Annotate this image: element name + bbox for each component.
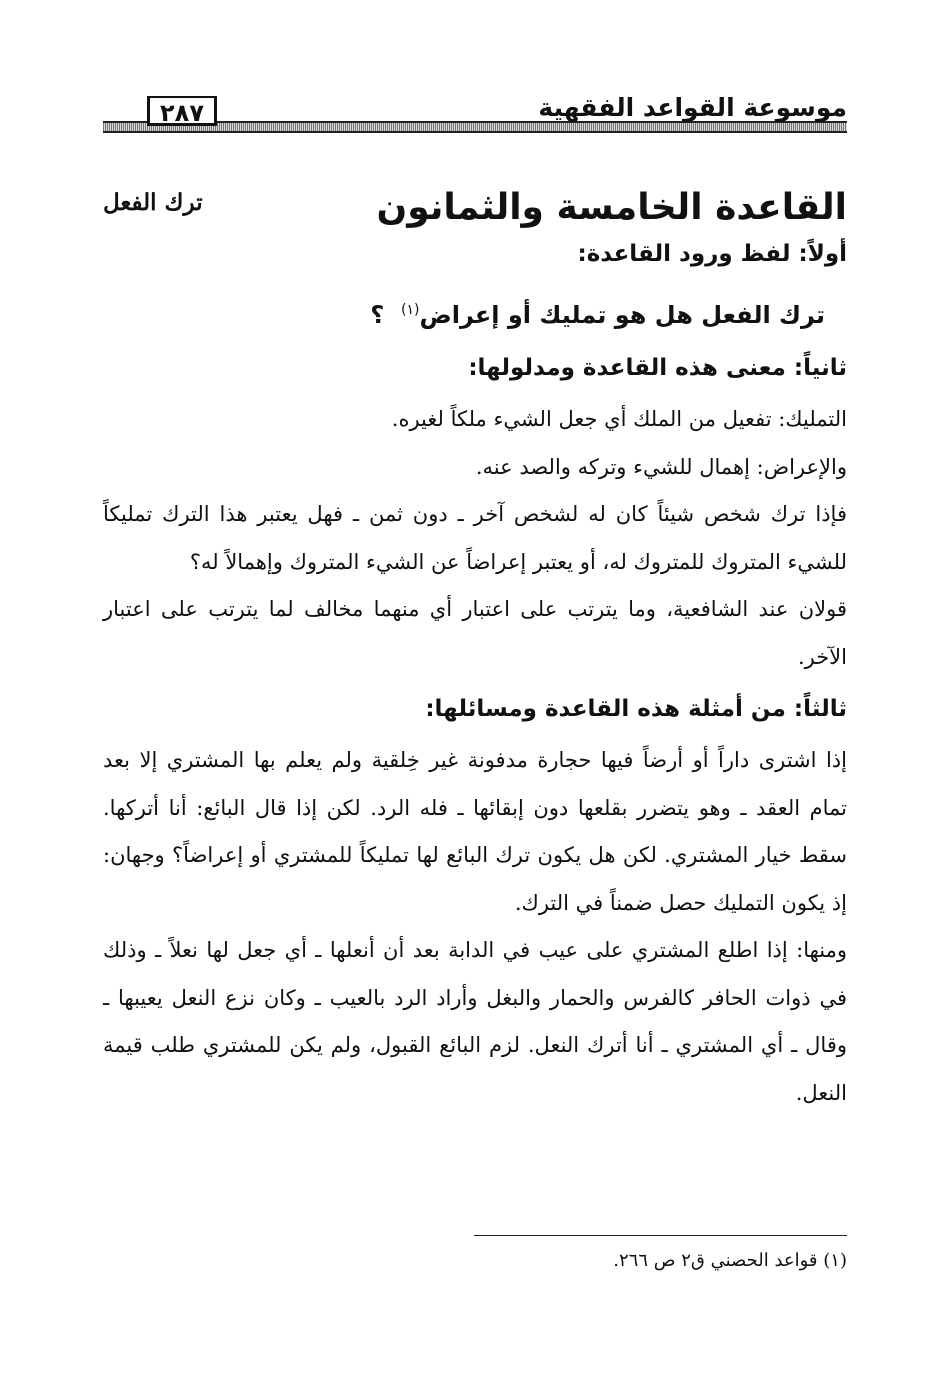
rule-statement-text: ترك الفعل هل هو تمليك أو إعراض	[419, 301, 825, 329]
section-heading-examples: ثالثاً: من أمثلة هذه القاعدة ومسائلها:	[425, 696, 847, 722]
rule-statement	[103, 280, 847, 340]
rule-topic: ترك الفعل	[103, 189, 203, 216]
rule-title-row	[103, 170, 847, 228]
page-content	[103, 170, 847, 1117]
book-title: موسوعة القواعد الفقهية	[538, 93, 847, 122]
footnote: (١) قواعد الحصني ق٢ ص ٢٦٦.	[613, 1250, 847, 1271]
running-header	[103, 93, 847, 143]
rule-question-mark: ؟	[370, 301, 385, 329]
footnote-reference: (١)	[400, 302, 420, 318]
rule-title: القاعدة الخامسة والثمانون	[376, 187, 847, 228]
page-number: ٢٨٧	[147, 96, 217, 126]
section-heading-meaning: ثانياً: معنى هذه القاعدة ومدلولها:	[468, 355, 847, 381]
paragraph-example-horseshoe: ومنها: إذا اطلع المشتري على عيب في الدابة بعد أن أنعلها ـ أي جعل لها نعلاً ـ وذلك في ذوات الحافر كالفرس والحمار والبغل وأراد الرد بالعيب ـ وكان نزع النعل يعيبها ـ وقال ـ أي المشتري ـ أنا أترك النعل. لزم البائع القبول، ولم يكن للمشتري طلب قيمة النعل.	[103, 938, 847, 1105]
footnote-separator	[474, 1235, 847, 1236]
section-heading-wording: أولاً: لفظ ورود القاعدة:	[577, 241, 847, 267]
paragraph-example-stones: إذا اشترى داراً أو أرضاً فيها حجارة مدفونة غير خِلقية ولم يعلم بها المشتري إلا بعد تمام العقد ـ وهو يتضرر بقلعها دون إبقائها ـ فله الرد. لكن إذا قال البائع: أنا أتركها. سقط خيار المشتري. لكن هل يكون ترك البائع لها تمليكاً للمشتري أو إعراضاً؟ وجهان: إذ يكون التمليك حصل ضمناً في الترك.	[103, 748, 847, 915]
paragraph-question: فإذا ترك شخص شيئاً كان له لشخص آخر ـ دون ثمن ـ فهل يعتبر هذا الترك تمليكاً للشيء المتروك للمتروك له، أو يعتبر إعراضاً عن الشيء المتروك وإهمالاً له؟	[103, 502, 847, 574]
paragraph-definition-iraad: والإعراض: إهمال للشيء وتركه والصد عنه.	[475, 454, 847, 479]
paragraph-definition-tamlik: التمليك: تفعيل من الملك أي جعل الشيء ملكاً لغيره.	[391, 407, 847, 431]
paragraph-opinions: قولان عند الشافعية، وما يترتب على اعتبار أي منهما مخالف لما يترتب على اعتبار الآخر.	[103, 597, 847, 669]
